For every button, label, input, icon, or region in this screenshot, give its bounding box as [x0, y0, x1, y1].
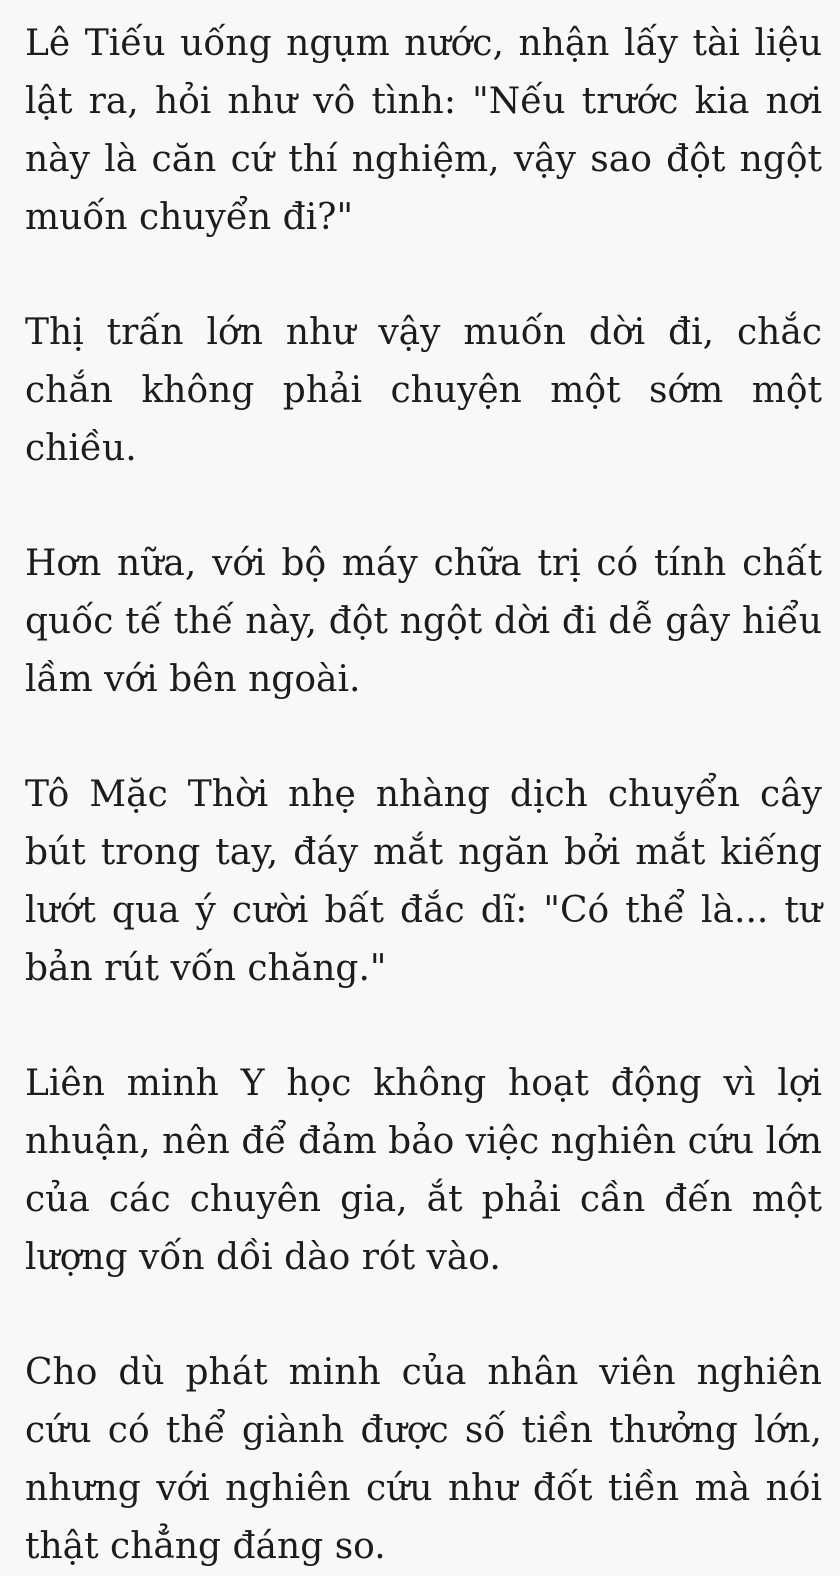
paragraph: Tô Mặc Thời nhẹ nhàng dịch chuyển cây bút trong tay, đáy mắt ngăn bởi mắt kiếng lướt qua ý cười bất đắc dĩ: "Có thể là... tư bản rút vốn chăng." — [25, 774, 822, 989]
paragraph: Hơn nữa, với bộ máy chữa trị có tính chất quốc tế thế này, đột ngột dời đi dễ gây hiểu lầm với bên ngoài. — [25, 543, 822, 700]
paragraph: Liên minh Y học không hoạt động vì lợi nhuận, nên để đảm bảo việc nghiên cứu lớn của các chuyên gia, ắt phải cần đến một lượng vốn dồi dào rót vào. — [25, 1063, 822, 1278]
paragraph: Lê Tiếu uống ngụm nước, nhận lấy tài liệu lật ra, hỏi như vô tình: "Nếu trước kia nơi này là căn cứ thí nghiệm, vậy sao đột ngột muốn chuyển đi?" — [25, 23, 822, 238]
paragraph: Cho dù phát minh của nhân viên nghiên cứu có thể giành được số tiền thưởng lớn, nhưng với nghiên cứu như đốt tiền mà nói thật chẳng đáng so. — [25, 1352, 822, 1567]
paragraph: Thị trấn lớn như vậy muốn dời đi, chắc chắn không phải chuyện một sớm một chiều. — [25, 312, 822, 469]
